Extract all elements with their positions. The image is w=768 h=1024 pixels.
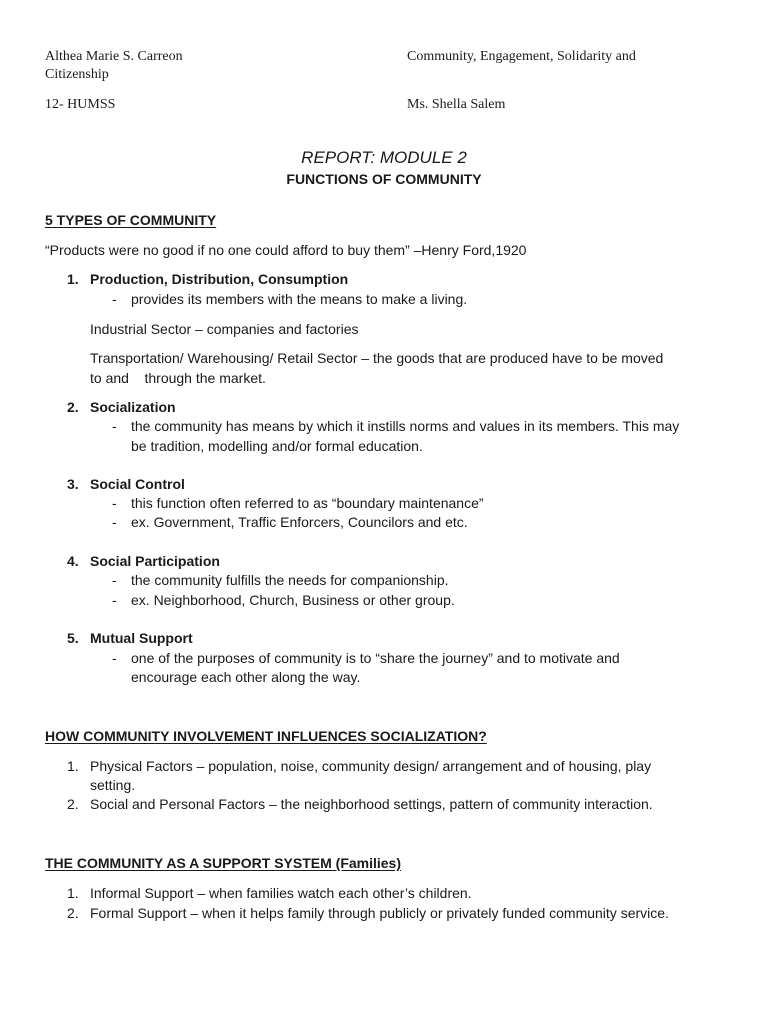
subject-line-1: Community, Engagement, Solidarity and bbox=[407, 49, 636, 64]
type-1-number: 1. bbox=[67, 271, 79, 287]
type-2-bullet-1-cont: be tradition, modelling and/or formal education. bbox=[131, 438, 423, 454]
support-1-number: 1. bbox=[67, 885, 79, 901]
bullet-dash: - bbox=[112, 572, 117, 588]
bullet-dash: - bbox=[112, 650, 117, 666]
types-heading: 5 TYPES OF COMMUNITY bbox=[45, 212, 217, 228]
type-3-title: Social Control bbox=[90, 476, 185, 492]
type-1-note-industrial: Industrial Sector – companies and factories bbox=[90, 321, 359, 337]
report-subtitle: FUNCTIONS OF COMMUNITY bbox=[286, 171, 482, 187]
involvement-1-text-cont: setting. bbox=[90, 777, 136, 793]
type-4-title: Social Participation bbox=[90, 553, 220, 569]
bullet-dash: - bbox=[112, 495, 117, 511]
bullet-dash: - bbox=[112, 291, 117, 307]
type-4-number: 4. bbox=[67, 553, 79, 569]
report-title: REPORT: MODULE 2 bbox=[301, 148, 467, 167]
type-5-number: 5. bbox=[67, 630, 79, 646]
type-3-bullet-2: ex. Government, Traffic Enforcers, Councilors and etc. bbox=[131, 514, 468, 530]
type-1-note-transport-1: Transportation/ Warehousing/ Retail Sector – the goods that are produced have to be moved bbox=[90, 350, 664, 366]
involvement-1-number: 1. bbox=[67, 758, 79, 774]
bullet-dash: - bbox=[112, 514, 117, 530]
support-2-number: 2. bbox=[67, 905, 79, 921]
type-3-bullet-1: this function often referred to as “boundary maintenance” bbox=[131, 495, 484, 511]
support-heading: THE COMMUNITY AS A SUPPORT SYSTEM (Families) bbox=[45, 855, 402, 871]
type-2-number: 2. bbox=[67, 399, 79, 415]
section-label: 12- HUMSS bbox=[45, 97, 116, 112]
type-1-title: Production, Distribution, Consumption bbox=[90, 271, 349, 287]
author-name: Althea Marie S. Carreon bbox=[45, 49, 183, 64]
henry-ford-quote: “Products were no good if no one could afford to buy them” –Henry Ford,1920 bbox=[45, 242, 527, 258]
bullet-dash: - bbox=[112, 592, 117, 608]
involvement-heading: HOW COMMUNITY INVOLVEMENT INFLUENCES SOCIALIZATION? bbox=[45, 728, 487, 744]
type-2-title: Socialization bbox=[90, 399, 176, 415]
type-5-title: Mutual Support bbox=[90, 630, 193, 646]
involvement-1-text: Physical Factors – population, noise, community design/ arrangement and of housing, play bbox=[90, 758, 652, 774]
subject-line-2: Citizenship bbox=[45, 67, 109, 82]
type-3-number: 3. bbox=[67, 476, 79, 492]
support-2-text: Formal Support – when it helps family through publicly or privately funded community service. bbox=[90, 905, 669, 921]
involvement-2-number: 2. bbox=[67, 796, 79, 812]
type-1-note-transport-2: to and through the market. bbox=[90, 370, 266, 386]
type-1-bullet-1: provides its members with the means to make a living. bbox=[131, 291, 468, 307]
type-2-bullet-1: the community has means by which it instills norms and values in its members. This may bbox=[131, 418, 680, 434]
support-1-text: Informal Support – when families watch each other’s children. bbox=[90, 885, 472, 901]
type-5-bullet-1: one of the purposes of community is to “share the journey” and to motivate and bbox=[131, 650, 620, 666]
type-5-bullet-1-cont: encourage each other along the way. bbox=[131, 669, 361, 685]
teacher-name: Ms. Shella Salem bbox=[407, 97, 506, 112]
type-4-bullet-1: the community fulfills the needs for companionship. bbox=[131, 572, 449, 588]
type-4-bullet-2: ex. Neighborhood, Church, Business or other group. bbox=[131, 592, 455, 608]
involvement-2-text: Social and Personal Factors – the neighborhood settings, pattern of community interaction. bbox=[90, 796, 653, 812]
bullet-dash: - bbox=[112, 418, 117, 434]
